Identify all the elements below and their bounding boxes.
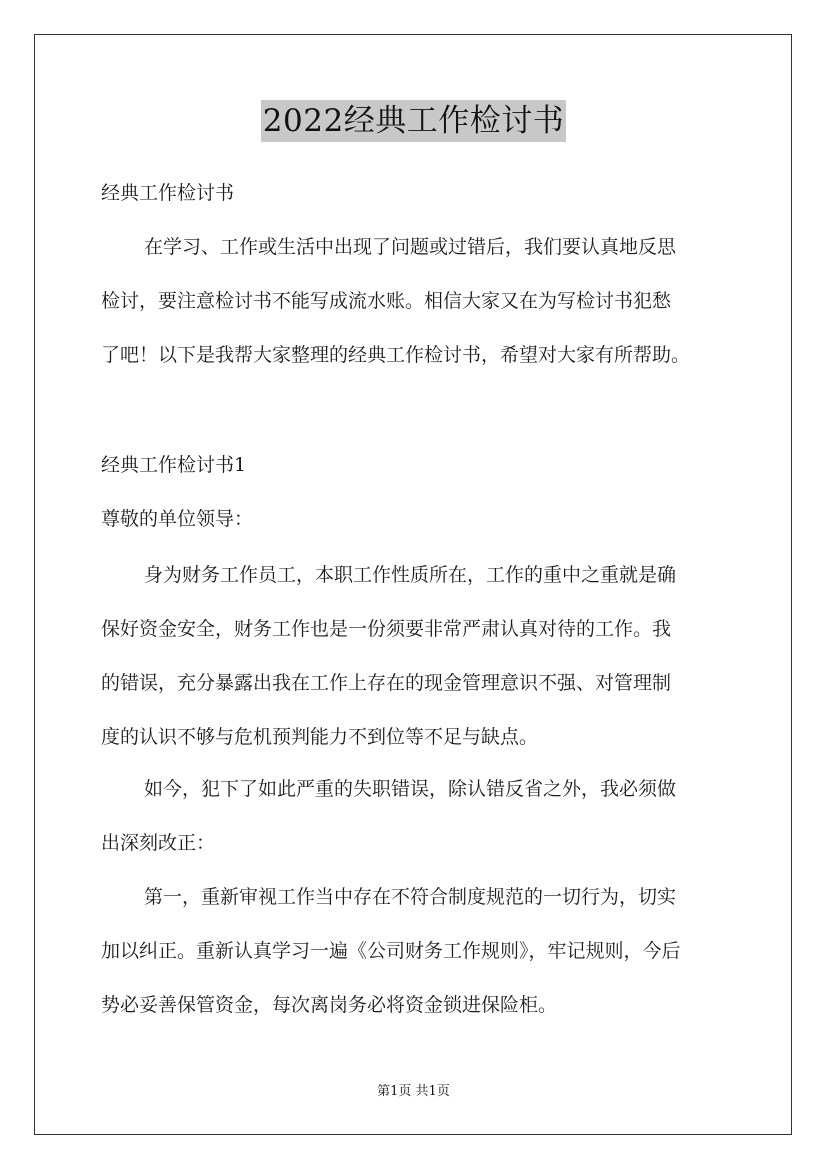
body-paragraph-2-line-1: 如今，犯下了如此严重的失职错误，除认错反省之外，我必须做 bbox=[144, 778, 677, 800]
body-paragraph-1-line-4: 度的认识不够与危机预判能力不到位等不足与缺点。 bbox=[101, 726, 539, 748]
body-paragraph-1-line-3: 的错误，充分暴露出我在工作上存在的现金管理意识不强、对管理制 bbox=[101, 672, 672, 694]
salutation: 尊敬的单位领导： bbox=[101, 508, 254, 530]
page-footer: 第1页 共1页 bbox=[377, 1084, 450, 1099]
intro-paragraph-line-1: 在学习、工作或生活中出现了问题或过错后，我们要认真地反思 bbox=[144, 236, 677, 258]
body-paragraph-3-line-2: 加以纠正。重新认真学习一遍《公司财务工作规则》，牢记规则，今后 bbox=[101, 940, 681, 962]
body-paragraph-3-line-1: 第一，重新审视工作当中存在不符合制度规范的一切行为，切实 bbox=[144, 886, 677, 908]
body-paragraph-2-line-2: 出深刻改正： bbox=[101, 832, 216, 854]
body-paragraph-1-line-1: 身为财务工作员工，本职工作性质所在，工作的重中之重就是确 bbox=[144, 564, 677, 586]
title-container bbox=[0, 100, 827, 142]
section-heading-1: 经典工作检讨书1 bbox=[101, 454, 247, 476]
intro-heading: 经典工作检讨书 bbox=[101, 182, 235, 204]
document-title: 2022经典工作检讨书 bbox=[261, 100, 566, 142]
intro-paragraph-line-3: 了吧！以下是我帮大家整理的经典工作检讨书，希望对大家有所帮助。 bbox=[101, 344, 691, 366]
body-paragraph-1-line-2: 保好资金安全，财务工作也是一份须要非常严肃认真对待的工作。我 bbox=[101, 618, 672, 640]
intro-paragraph-line-2: 检讨，要注意检讨书不能写成流水账。相信大家又在为写检讨书犯愁 bbox=[101, 290, 672, 312]
body-paragraph-3-line-3: 势必妥善保管资金，每次离岗务必将资金锁进保险柜。 bbox=[101, 994, 558, 1016]
